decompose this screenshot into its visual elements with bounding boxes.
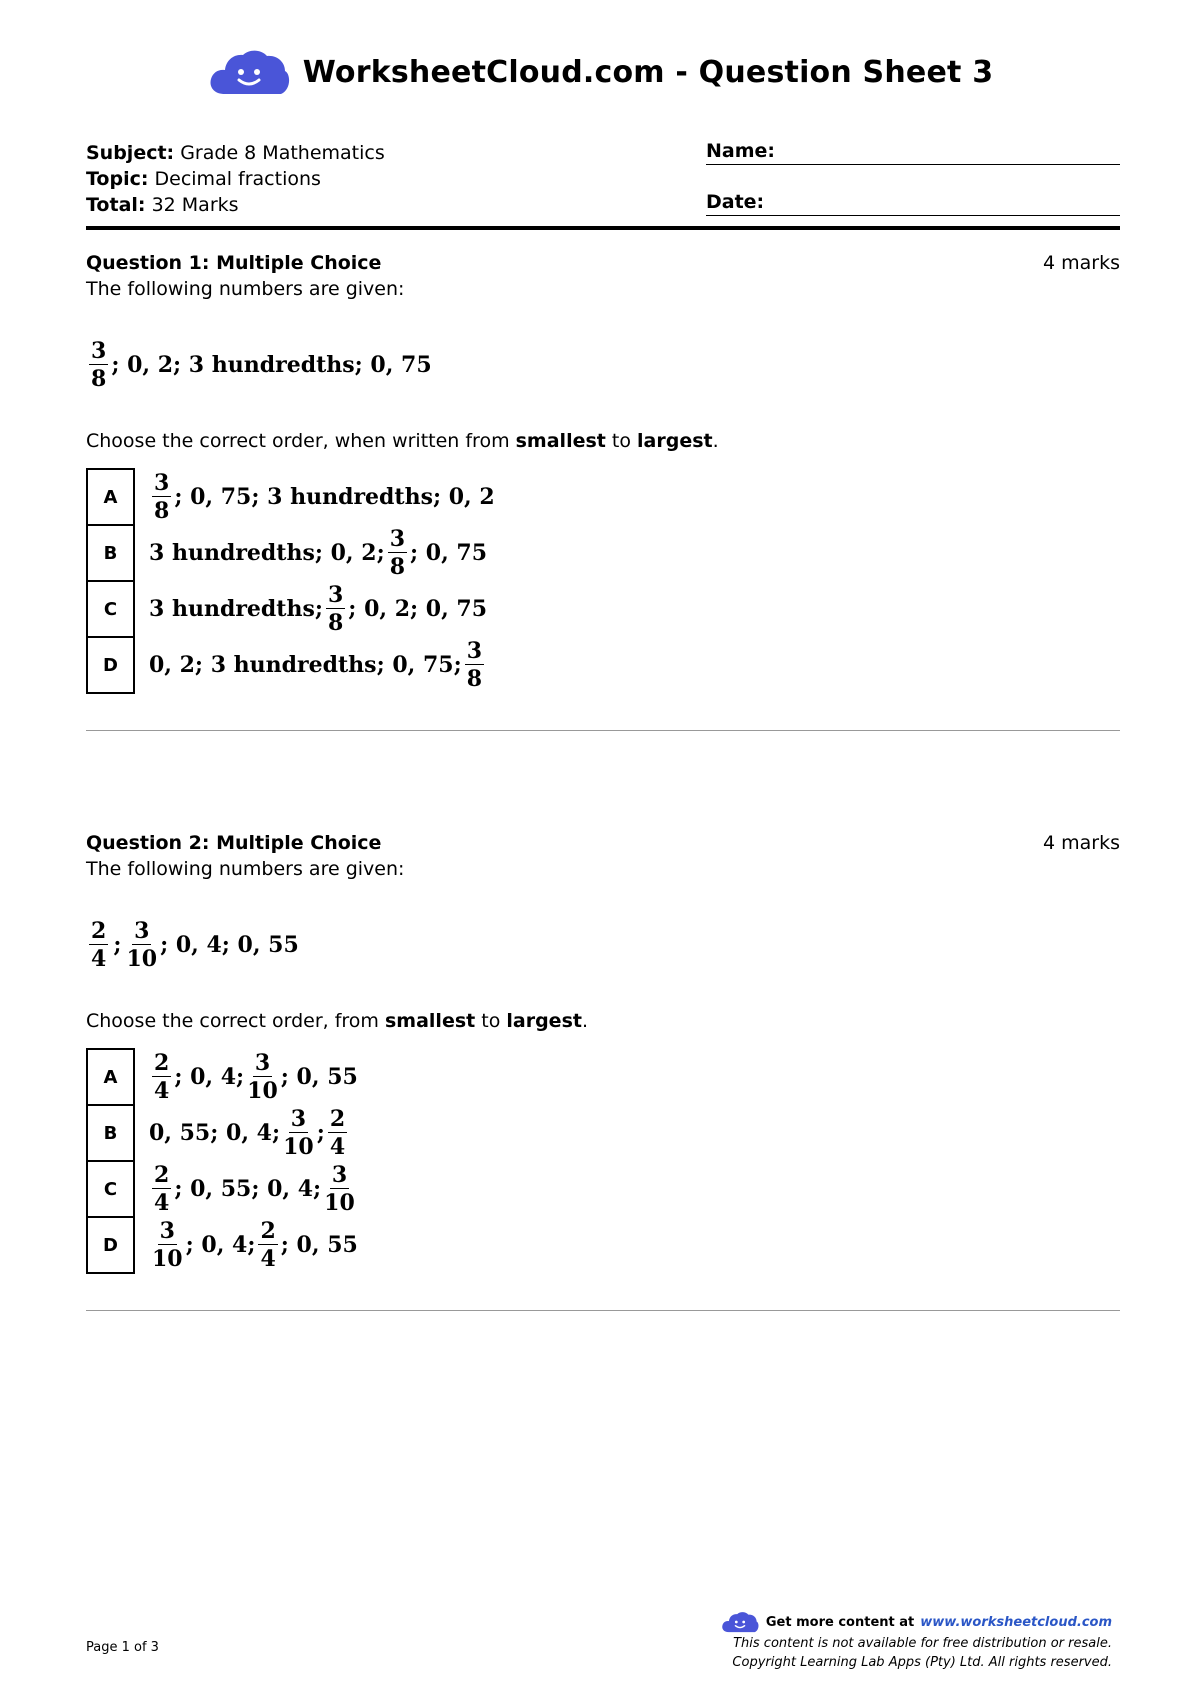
choice-text: $\frac{3}{10}$ ; 0, 4; $\frac{2}{4}$ ; 0, 55	[152, 1218, 358, 1272]
question-title: Question 1: Multiple Choice	[86, 252, 382, 274]
choice-row[interactable]	[87, 1217, 359, 1273]
page-header	[0, 46, 1200, 98]
choice-letter[interactable]: A	[87, 1049, 134, 1105]
choice-letter[interactable]: D	[87, 637, 134, 693]
q1-choices	[86, 468, 497, 694]
question-prompt: Choose the correct order, from smallest to largest.	[86, 1010, 589, 1032]
website-link[interactable]: www.worksheetcloud.com	[920, 1614, 1112, 1630]
choice-text: $\frac{2}{4}$ ; 0, 4; $\frac{3}{10}$ ; 0, 55	[154, 1050, 358, 1104]
choice-letter[interactable]: C	[87, 1161, 134, 1217]
q1-given-numbers: $\frac{3}{8}$ ; 0, 2; 3 hundredths; 0, 75	[91, 338, 432, 392]
choice-letter[interactable]: C	[87, 581, 134, 637]
choice-row[interactable]	[87, 525, 496, 581]
choice-row[interactable]	[87, 1105, 359, 1161]
question-1	[86, 252, 1120, 300]
q2-choices	[86, 1048, 360, 1274]
distribution-notice: This content is not available for free distribution or resale.	[733, 1636, 1112, 1651]
choice-letter[interactable]: B	[87, 1105, 134, 1161]
subject-label: Subject:	[86, 142, 175, 164]
question-prompt: Choose the correct order, when written from smallest to largest.	[86, 430, 719, 452]
header-rule	[86, 226, 1120, 230]
q2-given-numbers: $\frac{2}{4}$ ; $\frac{3}{10}$ ; 0, 4; 0, 55	[91, 918, 299, 972]
question-marks: 4 marks	[1043, 252, 1120, 274]
date-field[interactable]	[706, 191, 1120, 216]
choice-letter[interactable]: A	[87, 469, 134, 525]
choice-text: 3 hundredths; 0, 2; $\frac{3}{8}$ ; 0, 75	[149, 526, 488, 580]
choice-letter[interactable]: D	[87, 1217, 134, 1273]
choice-text: 0, 55; 0, 4; $\frac{3}{10}$ ; $\frac{2}{4}$	[149, 1106, 346, 1160]
choice-row[interactable]	[87, 1161, 359, 1217]
choice-row[interactable]	[87, 581, 496, 637]
worksheet-meta	[86, 140, 385, 218]
question-title: Question 2: Multiple Choice	[86, 832, 382, 854]
cloud-logo-icon	[720, 1610, 760, 1634]
cloud-logo-icon	[207, 46, 291, 98]
choice-row[interactable]	[87, 469, 496, 525]
choice-row[interactable]	[87, 1049, 359, 1105]
date-label: Date:	[706, 191, 765, 213]
choice-text: $\frac{2}{4}$ ; 0, 55; 0, 4; $\frac{3}{10}$	[154, 1162, 355, 1216]
choice-letter[interactable]: B	[87, 525, 134, 581]
choice-row[interactable]	[87, 637, 496, 693]
question-divider	[86, 730, 1120, 731]
question-marks: 4 marks	[1043, 832, 1120, 854]
copyright-text: Copyright Learning Lab Apps (Pty) Ltd. All rights reserved.	[732, 1655, 1112, 1670]
choice-text: $\frac{3}{8}$ ; 0, 75; 3 hundredths; 0, 2	[154, 470, 495, 524]
question-intro: The following numbers are given:	[86, 278, 405, 300]
subject-value: Grade 8 Mathematics	[180, 142, 385, 164]
total-label: Total:	[86, 194, 146, 216]
question-intro: The following numbers are given:	[86, 858, 405, 880]
fraction: $\frac{3}{8}$	[91, 338, 107, 392]
get-more-text: Get more content at	[765, 1614, 915, 1630]
total-value: 32 Marks	[151, 194, 239, 216]
topic-label: Topic:	[86, 168, 149, 190]
topic-value: Decimal fractions	[154, 168, 321, 190]
page-title: WorksheetCloud.com - Question Sheet 3	[302, 54, 994, 90]
choice-text: 0, 2; 3 hundredths; 0, 75; $\frac{3}{8}$	[149, 638, 483, 692]
page-number: Page 1 of 3	[86, 1640, 159, 1655]
name-label: Name:	[706, 140, 776, 162]
choice-text: 3 hundredths; $\frac{3}{8}$ ; 0, 2; 0, 75	[149, 582, 488, 636]
footer-notice	[720, 1610, 1112, 1672]
question-divider	[86, 1310, 1120, 1311]
name-field[interactable]	[706, 140, 1120, 165]
question-2	[86, 832, 1120, 880]
